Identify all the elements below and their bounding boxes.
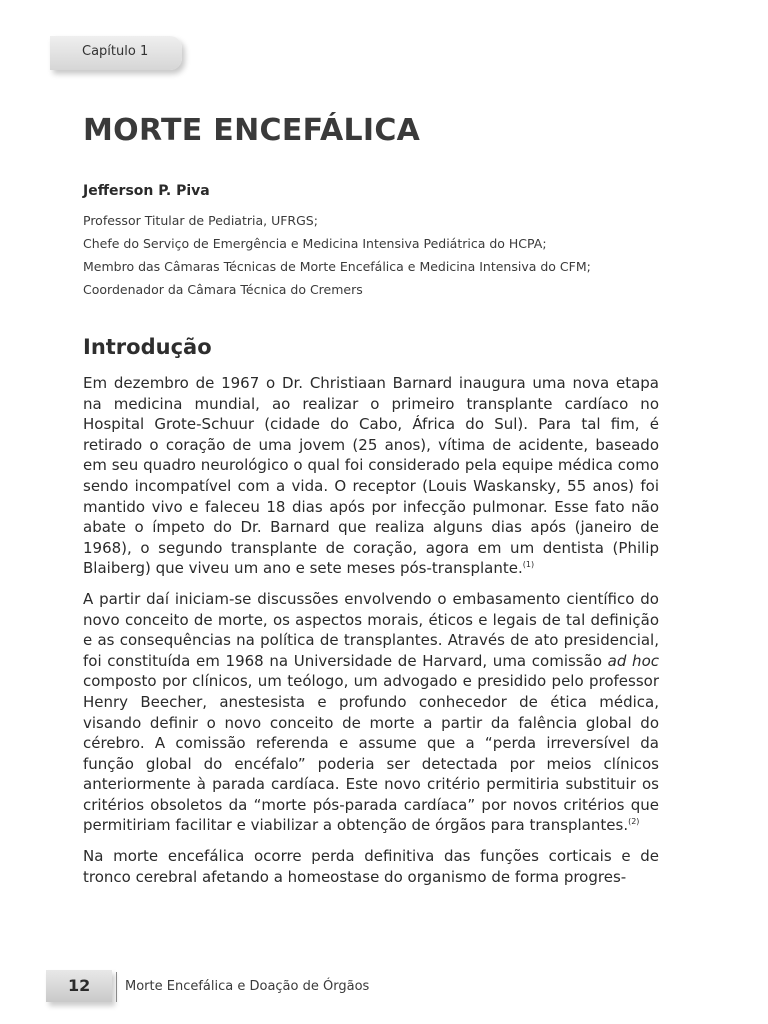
paragraph-text: A partir daí iniciam-se discussões envolvendo o embasamento científico do novo conceito de morte, os aspectos morais, éticos e legais de tal definição e as consequências na política de transplantes. Através de ato presidencial, foi constituída em 1968 na Universidade de Harvard, uma comissão (83, 589, 659, 670)
affiliation-line: Coordenador da Câmara Técnica do Cremers (83, 282, 363, 297)
section-heading: Introdução (83, 335, 212, 359)
author-affiliations (83, 209, 591, 301)
paragraph-1 (83, 373, 659, 579)
footer-book-title: Morte Encefálica e Doação de Órgãos (125, 979, 370, 994)
author-name: Jefferson P. Piva (83, 183, 210, 199)
chapter-tab (50, 36, 182, 70)
reference-marker: (1) (522, 560, 535, 570)
paragraph-text: composto por clínicos, um teólogo, um advogado e presidido pelo professor Henry Beecher, anestesista e profundo conhecedor de ética médica, visando definir o novo conceito de morte a partir da falência global do cérebro. A comissão referenda e assume que a “perda irreversível da função global do encéfalo” poderia ser detectada por meios clínicos anteriormente à parada cardíaca. Este novo critério permitiria substituir os critérios obsoletos da “morte pós-parada cardíaca” por novos critérios que permitiriam facilitar e viabilizar a obtenção de órgãos para transplantes. (83, 672, 659, 835)
italic-term: ad hoc (607, 651, 659, 670)
body-text (83, 373, 659, 887)
chapter-title: MORTE ENCEFÁLICA (83, 113, 421, 148)
paragraph-3 (83, 846, 659, 887)
footer-divider (116, 972, 117, 1002)
chapter-label: Capítulo 1 (82, 44, 149, 59)
affiliation-line: Membro das Câmaras Técnicas de Morte Encefálica e Medicina Intensiva do CFM; (83, 259, 591, 274)
affiliation-line: Chefe do Serviço de Emergência e Medicina Intensiva Pediátrica do HCPA; (83, 236, 547, 251)
affiliation-line: Professor Titular de Pediatria, UFRGS; (83, 213, 318, 228)
paragraph-text: Na morte encefálica ocorre perda definitiva das funções corticais e de tronco cerebral afetando a homeostase do organismo de forma progres- (83, 847, 659, 886)
reference-marker: (2) (628, 817, 640, 827)
paragraph-2 (83, 589, 659, 836)
paragraph-text: Em dezembro de 1967 o Dr. Christiaan Barnard inaugura uma nova etapa na medicina mundial, ao realizar o primeiro transplante cardíaco no Hospital Grote-Schuur (cidade do Cabo, África do Sul). Para tal fim, é retirado o coração de uma jovem (25 anos), vítima de acidente, baseado em seu quadro neurológico o qual foi considerado pela equipe médica como sendo incompatível com a vida. O receptor (Louis Waskansky, 55 anos) foi mantido vivo e faleceu 18 dias após por infecção pulmonar. Esse fato não abate o ímpeto do Dr. Barnard que realiza alguns dias após (janeiro de 1968), o segundo transplante de coração, agora em um dentista (Philip Blaiberg) que viveu um ano e sete meses pós-transplante. (83, 374, 659, 578)
page-number: 12 (68, 976, 91, 995)
page-number-box (46, 970, 112, 1002)
